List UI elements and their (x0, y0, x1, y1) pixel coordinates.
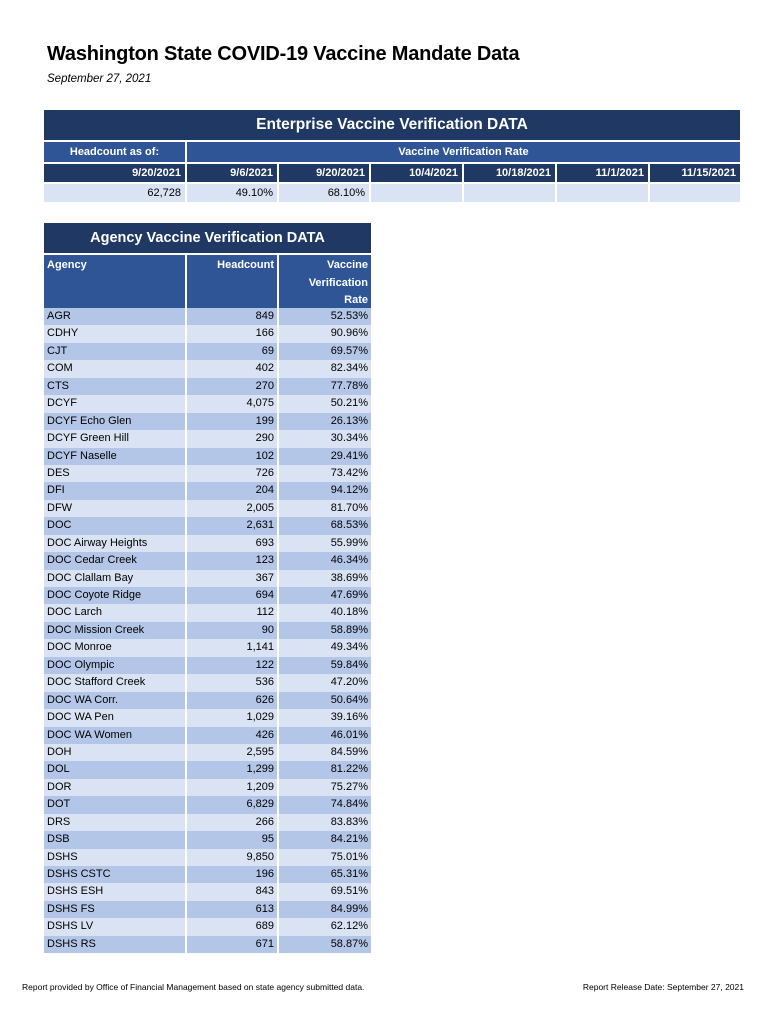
agency-name-cell: DRS (44, 814, 185, 831)
rate-cell: 47.69% (279, 587, 371, 604)
rate-cell: 26.13% (279, 413, 371, 430)
table-row (44, 465, 371, 482)
footer-release-date: Report Release Date: September 27, 2021 (582, 982, 744, 992)
enterprise-rate-6 (650, 184, 740, 202)
headcount-cell: 102 (187, 448, 277, 465)
table-row (44, 587, 371, 604)
headcount-cell: 122 (187, 657, 277, 674)
headcount-cell: 2,631 (187, 517, 277, 534)
headcount-cell: 166 (187, 325, 277, 342)
table-row (44, 448, 371, 465)
headcount-cell: 367 (187, 570, 277, 587)
table-row (44, 517, 371, 534)
rate-cell: 90.96% (279, 325, 371, 342)
rate-date-1: 9/6/2021 (187, 164, 277, 182)
rate-date-6: 11/15/2021 (650, 164, 740, 182)
rate-cell: 58.89% (279, 622, 371, 639)
table-row (44, 761, 371, 778)
agency-name-cell: AGR (44, 308, 185, 325)
headcount-cell: 2,595 (187, 744, 277, 761)
agency-name-cell: DOC Coyote Ridge (44, 587, 185, 604)
table-row (44, 308, 371, 325)
headcount-cell: 290 (187, 430, 277, 447)
headcount-cell: 613 (187, 901, 277, 918)
rate-header-line-3: Rate (344, 294, 368, 306)
rate-cell: 49.34% (279, 639, 371, 656)
rate-date-4: 10/18/2021 (464, 164, 555, 182)
agency-name-cell: DOC Monroe (44, 639, 185, 656)
headcount-cell: 689 (187, 918, 277, 935)
page-title: Washington State COVID-19 Vaccine Mandate Data (47, 43, 520, 65)
agency-name-cell: DOC (44, 517, 185, 534)
agency-name-cell: DOC Cedar Creek (44, 552, 185, 569)
rate-cell: 29.41% (279, 448, 371, 465)
agency-name-cell: DOC Mission Creek (44, 622, 185, 639)
rate-date-5: 11/1/2021 (557, 164, 648, 182)
table-row (44, 430, 371, 447)
table-row (44, 727, 371, 744)
enterprise-header-row-2 (44, 164, 740, 182)
table-row (44, 622, 371, 639)
enterprise-rate-5 (557, 184, 648, 202)
agency-name-cell: CDHY (44, 325, 185, 342)
agency-name-cell: DSHS RS (44, 936, 185, 953)
headcount-cell: 2,005 (187, 500, 277, 517)
agency-name-cell: DCYF (44, 395, 185, 412)
table-row (44, 535, 371, 552)
table-row (44, 325, 371, 342)
footer-source: Report provided by Office of Financial Management based on state agency submitted data. (22, 982, 365, 992)
rate-date-2: 9/20/2021 (279, 164, 369, 182)
headcount-cell: 402 (187, 360, 277, 377)
rate-cell: 65.31% (279, 866, 371, 883)
table-row (44, 482, 371, 499)
headcount-column-header: Headcount (187, 255, 277, 308)
headcount-cell: 204 (187, 482, 277, 499)
agency-name-cell: DSHS ESH (44, 883, 185, 900)
rate-cell: 73.42% (279, 465, 371, 482)
table-row (44, 657, 371, 674)
table-row (44, 831, 371, 848)
table-row (44, 796, 371, 813)
rate-cell: 69.57% (279, 343, 371, 360)
rate-cell: 55.99% (279, 535, 371, 552)
headcount-date: 9/20/2021 (44, 164, 185, 182)
headcount-cell: 69 (187, 343, 277, 360)
enterprise-rate-4 (464, 184, 555, 202)
agency-name-cell: CJT (44, 343, 185, 360)
table-row (44, 936, 371, 953)
rate-cell: 59.84% (279, 657, 371, 674)
agency-name-cell: DOR (44, 779, 185, 796)
rate-cell: 75.27% (279, 779, 371, 796)
headcount-cell: 1,141 (187, 639, 277, 656)
headcount-cell: 123 (187, 552, 277, 569)
rate-cell: 94.12% (279, 482, 371, 499)
rate-cell: 75.01% (279, 849, 371, 866)
enterprise-rate-1: 49.10% (187, 184, 277, 202)
rate-cell: 39.16% (279, 709, 371, 726)
rate-cell: 84.99% (279, 901, 371, 918)
rate-cell: 84.21% (279, 831, 371, 848)
table-row (44, 570, 371, 587)
agency-header-row (44, 255, 371, 308)
table-row (44, 395, 371, 412)
agency-name-cell: DOC WA Corr. (44, 692, 185, 709)
enterprise-table-title: Enterprise Vaccine Verification DATA (44, 110, 740, 140)
agency-name-cell: COM (44, 360, 185, 377)
agency-column-header: Agency (44, 255, 185, 308)
table-row (44, 709, 371, 726)
agency-name-cell: DSHS CSTC (44, 866, 185, 883)
headcount-cell: 90 (187, 622, 277, 639)
rate-cell: 84.59% (279, 744, 371, 761)
table-row (44, 360, 371, 377)
rate-cell: 52.53% (279, 308, 371, 325)
table-row (44, 918, 371, 935)
table-row (44, 552, 371, 569)
headcount-cell: 693 (187, 535, 277, 552)
agency-name-cell: DSB (44, 831, 185, 848)
agency-name-cell: DOH (44, 744, 185, 761)
rate-column-header (279, 255, 371, 308)
headcount-cell: 112 (187, 604, 277, 621)
rate-cell: 30.34% (279, 430, 371, 447)
agency-name-cell: DOC Clallam Bay (44, 570, 185, 587)
table-row (44, 849, 371, 866)
agency-name-cell: DOC Stafford Creek (44, 674, 185, 691)
agency-name-cell: DCYF Green Hill (44, 430, 185, 447)
agency-name-cell: DOC Airway Heights (44, 535, 185, 552)
headcount-cell: 4,075 (187, 395, 277, 412)
agency-table-title: Agency Vaccine Verification DATA (44, 223, 371, 253)
table-row (44, 674, 371, 691)
table-row (44, 413, 371, 430)
headcount-cell: 536 (187, 674, 277, 691)
agency-table-body (44, 308, 371, 953)
agency-name-cell: DES (44, 465, 185, 482)
table-row (44, 744, 371, 761)
agency-name-cell: DSHS LV (44, 918, 185, 935)
rate-cell: 81.22% (279, 761, 371, 778)
rate-cell: 82.34% (279, 360, 371, 377)
rate-cell: 58.87% (279, 936, 371, 953)
agency-name-cell: DOC WA Pen (44, 709, 185, 726)
headcount-cell: 199 (187, 413, 277, 430)
rate-cell: 47.20% (279, 674, 371, 691)
rate-cell: 68.53% (279, 517, 371, 534)
agency-name-cell: DCYF Naselle (44, 448, 185, 465)
agency-name-cell: DFI (44, 482, 185, 499)
table-row (44, 901, 371, 918)
headcount-cell: 196 (187, 866, 277, 883)
rate-header-line-2: Verification (308, 276, 368, 289)
rate-cell: 83.83% (279, 814, 371, 831)
headcount-cell: 626 (187, 692, 277, 709)
rate-cell: 69.51% (279, 883, 371, 900)
agency-name-cell: DOC Olympic (44, 657, 185, 674)
headcount-cell: 95 (187, 831, 277, 848)
rate-cell: 46.01% (279, 727, 371, 744)
headcount-cell: 671 (187, 936, 277, 953)
rate-cell: 50.21% (279, 395, 371, 412)
headcount-cell: 270 (187, 378, 277, 395)
agency-table (44, 223, 371, 953)
rate-cell: 40.18% (279, 604, 371, 621)
headcount-as-of-label: Headcount as of: (44, 142, 185, 162)
agency-name-cell: DCYF Echo Glen (44, 413, 185, 430)
agency-name-cell: DOC Larch (44, 604, 185, 621)
rate-cell: 62.12% (279, 918, 371, 935)
agency-name-cell: DFW (44, 500, 185, 517)
rate-cell: 46.34% (279, 552, 371, 569)
table-row (44, 343, 371, 360)
headcount-cell: 6,829 (187, 796, 277, 813)
rate-header-line-1: Vaccine (327, 259, 368, 271)
rate-cell: 77.78% (279, 378, 371, 395)
agency-name-cell: DSHS FS (44, 901, 185, 918)
table-row (44, 378, 371, 395)
agency-name-cell: DOL (44, 761, 185, 778)
enterprise-rate-2: 68.10% (279, 184, 369, 202)
rate-cell: 38.69% (279, 570, 371, 587)
enterprise-header-row-1 (44, 142, 740, 162)
rate-cell: 74.84% (279, 796, 371, 813)
rate-cell: 81.70% (279, 500, 371, 517)
headcount-cell: 843 (187, 883, 277, 900)
headcount-cell: 694 (187, 587, 277, 604)
headcount-cell: 266 (187, 814, 277, 831)
table-row (44, 779, 371, 796)
table-row (44, 604, 371, 621)
table-row (44, 692, 371, 709)
headcount-cell: 726 (187, 465, 277, 482)
agency-name-cell: CTS (44, 378, 185, 395)
headcount-cell: 849 (187, 308, 277, 325)
table-row (44, 866, 371, 883)
table-row (44, 500, 371, 517)
agency-name-cell: DSHS (44, 849, 185, 866)
vaccine-verification-rate-label: Vaccine Verification Rate (187, 142, 740, 162)
table-row (44, 814, 371, 831)
report-date: September 27, 2021 (47, 73, 152, 85)
agency-name-cell: DOC WA Women (44, 727, 185, 744)
enterprise-data-row (44, 184, 740, 202)
headcount-cell: 1,209 (187, 779, 277, 796)
rate-cell: 50.64% (279, 692, 371, 709)
enterprise-rate-3 (371, 184, 462, 202)
headcount-cell: 426 (187, 727, 277, 744)
headcount-cell: 1,029 (187, 709, 277, 726)
headcount-cell: 9,850 (187, 849, 277, 866)
enterprise-headcount: 62,728 (44, 184, 185, 202)
table-row (44, 883, 371, 900)
table-row (44, 639, 371, 656)
rate-date-3: 10/4/2021 (371, 164, 462, 182)
agency-name-cell: DOT (44, 796, 185, 813)
enterprise-table (44, 110, 740, 202)
headcount-cell: 1,299 (187, 761, 277, 778)
